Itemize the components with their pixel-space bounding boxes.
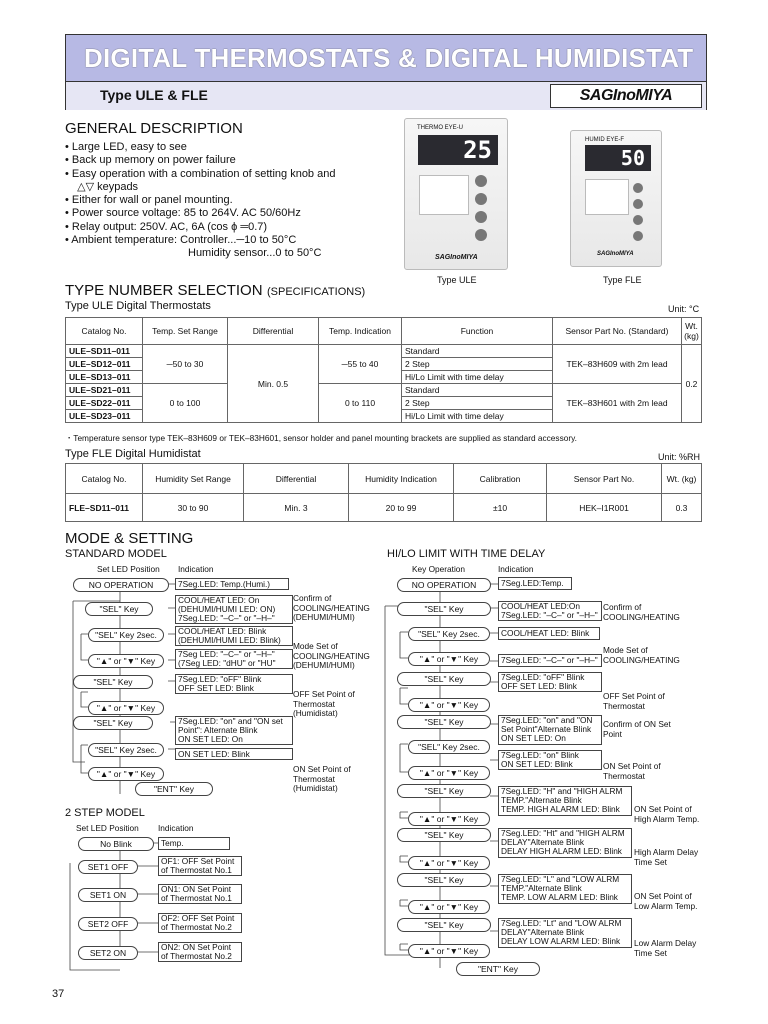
header-cell: Sensor Part No. (Standard) xyxy=(553,318,682,345)
note-text: High Alarm Delay Time Set xyxy=(634,847,699,867)
header-cell: Catalog No. xyxy=(66,464,143,494)
col-label: Indication xyxy=(158,823,194,833)
step-sel-key: "SEL" Key xyxy=(85,602,153,616)
step-up-down-key: "▲" or "▼" Key xyxy=(88,654,164,668)
note-text: ON Set Point of Low Alarm Temp. xyxy=(634,891,698,911)
weight-cell: 0.2 xyxy=(682,345,702,423)
note-text: Mode Set of COOLING/HEATING xyxy=(603,645,680,665)
step-sel-key-2sec: "SEL" Key 2sec. xyxy=(88,628,164,642)
set-range-cell: ─50 to 30 xyxy=(143,345,228,384)
differential-cell: Min. 0.5 xyxy=(228,345,319,423)
catalog-cell: ULE–SD11–011 xyxy=(66,345,143,358)
step-sel-key: "SEL" Key xyxy=(397,672,491,686)
ule-footnote: ・Temperature sensor type TEK–83H609 or TEK–83H601, sensor holder and panel mounting brackets are supplied as standard accessory. xyxy=(65,433,577,443)
indication-box: 7Seg.LED: "Lt" and "LOW ALRM DELAY"Alternate Blink DELAY LOW ALARM LED: Blink xyxy=(498,918,632,948)
indication-cell: 0 to 110 xyxy=(319,384,402,423)
general-description-heading: GENERAL DESCRIPTION xyxy=(65,120,243,137)
step-up-down-key: "▲" or "▼" Key xyxy=(408,856,490,870)
note-text: Confirm of COOLING/HEATING (DEHUMI/HUMI) xyxy=(293,593,370,622)
note-text: ON Set Point of Thermostat xyxy=(603,761,661,781)
note-text: Low Alarm Delay Time Set xyxy=(634,938,697,958)
step-sel-key: "SEL" Key xyxy=(73,675,153,689)
col-label: Set LED Position xyxy=(76,823,139,833)
indication-box: 7Seg LED: "–C–" or "–H–" (7Seg LED: "dHU" or "HU" xyxy=(175,649,293,669)
header-cell: Function xyxy=(402,318,553,345)
caption-ule: Type ULE xyxy=(437,275,477,285)
feature-item: • Ambient temperature: Controller...─10 to 50°C xyxy=(65,234,297,247)
step-up-down-key: "▲" or "▼" Key xyxy=(408,812,490,826)
step-sel-key: "SEL" Key xyxy=(397,918,491,932)
header-cell: Calibration xyxy=(454,464,547,494)
catalog-cell: ULE–SD22–011 xyxy=(66,397,143,410)
indication-box: 7Seg.LED: "on" and "ON set Point": Alternate Blink ON SET LED: On xyxy=(175,716,293,745)
step-no-operation: NO OPERATION xyxy=(397,578,491,592)
indication-box: OF2: OFF Set Point of Thermostat No.2 xyxy=(158,913,242,933)
device-logo: SAGInoMIYA xyxy=(435,254,478,261)
function-cell: Standard xyxy=(402,384,553,397)
feature-item: △▽ keypads xyxy=(71,180,139,193)
step-set2-off: SET2 OFF xyxy=(78,917,138,931)
header-cell: Catalog No. xyxy=(66,318,143,345)
led-display: 25 xyxy=(418,135,498,165)
catalog-cell: FLE–SD11–011 xyxy=(66,494,143,522)
step-sel-key: "SEL" Key xyxy=(73,716,153,730)
indication-cell: ─55 to 40 xyxy=(319,345,402,384)
catalog-cell: ULE–SD13–011 xyxy=(66,371,143,384)
step-set1-on: SET1 ON xyxy=(78,888,138,902)
indication-box: COOL/HEAT LED: On (DEHUMI/HUMI LED: ON) 7Seg.LED: "–C–" or "–H–" xyxy=(175,595,293,624)
brand-label: HUMID EYE-F xyxy=(585,137,624,143)
step-up-down-key: "▲" or "▼" Key xyxy=(408,944,490,958)
table-cell: 0.3 xyxy=(662,494,702,522)
function-cell: Hi/Lo Limit with time delay xyxy=(402,371,553,384)
standard-model-title: STANDARD MODEL xyxy=(65,548,167,560)
set-range-cell: 0 to 100 xyxy=(143,384,228,423)
step-sel-key-2sec: "SEL" Key 2sec. xyxy=(88,743,164,757)
table-cell: 20 to 99 xyxy=(349,494,454,522)
note-text: OFF Set Point of Thermostat (Humidistat) xyxy=(293,689,355,718)
note-text: OFF Set Point of Thermostat xyxy=(603,691,665,711)
table-cell: ±10 xyxy=(454,494,547,522)
saginomiya-logo: SAGInoMIYA xyxy=(550,84,702,108)
ule-unit: Unit: °C xyxy=(668,304,700,314)
indication-box: 7Seg.LED: "–C–" or "–H–" xyxy=(498,654,602,667)
sensor-cell: TEK–83H601 with 2m lead xyxy=(553,384,682,423)
feature-item: • Large LED, easy to see xyxy=(65,141,187,153)
hilo-title: HI/LO LIMIT WITH TIME DELAY xyxy=(387,548,546,560)
step-sel-key: "SEL" Key xyxy=(397,715,491,729)
function-cell: Hi/Lo Limit with time delay xyxy=(402,410,553,423)
sensor-cell: TEK–83H609 with 2m lead xyxy=(553,345,682,384)
indication-box: ON1: ON Set Point of Thermostat No.1 xyxy=(158,884,242,904)
col-label: Indication xyxy=(178,564,214,574)
indication-box: 7Seg.LED: "Ht" and "HIGH ALRM DELAY"Alternate Blink DELAY HIGH ALARM LED: Blink xyxy=(498,828,632,858)
mode-setting-heading: MODE & SETTING xyxy=(65,530,194,547)
caption-fle: Type FLE xyxy=(603,275,642,285)
ule-subheading: Type ULE Digital Thermostats xyxy=(65,300,211,312)
step-up-down-key: "▲" or "▼" Key xyxy=(88,701,164,715)
header-cell: Temp. Indication xyxy=(319,318,402,345)
catalog-cell: ULE–SD23–011 xyxy=(66,410,143,423)
feature-item: • Power source voltage: 85 to 264V. AC 50/60Hz xyxy=(65,207,301,220)
note-text: Mode Set of COOLING/HEATING (DEHUMI/HUMI) xyxy=(293,641,370,670)
indication-box: 7Seg.LED: "oFF" Blink OFF SET LED: Blink xyxy=(175,674,293,694)
function-cell: 2 Step xyxy=(402,397,553,410)
led-display: 50 xyxy=(585,145,651,171)
step-sel-key: "SEL" Key xyxy=(397,828,491,842)
indication-box: 7Seg.LED: "H" and "HIGH ALRM TEMP."Alternate Blink TEMP. HIGH ALARM LED: Blink xyxy=(498,786,632,816)
fle-unit: Unit: %RH xyxy=(658,452,701,462)
indication-box: 7Seg.LED: "on" and "ON Set Point"Alternate Blink ON SET LED: On xyxy=(498,715,602,745)
col-label: Key Operation xyxy=(412,564,466,574)
indication-box: COOL/HEAT LED: Blink xyxy=(498,627,600,640)
step-no-blink: No Blink xyxy=(78,837,154,851)
step-ent-key: "ENT" Key xyxy=(456,962,540,976)
header-cell: Differential xyxy=(244,464,349,494)
step-up-down-key: "▲" or "▼" Key xyxy=(408,766,490,780)
page-title: DIGITAL THERMOSTATS & DIGITAL HUMIDISTAT xyxy=(84,43,694,73)
indication-box: COOL/HEAT LED:On 7Seg.LED: "–C–" or "–H–" xyxy=(498,601,602,621)
type-selection-subtitle: (SPECIFICATIONS) xyxy=(267,286,366,298)
header-cell: Wt. (kg) xyxy=(682,318,702,345)
indication-box: COOL/HEAT LED: Blink (DEHUMI/HUMI LED: Blink) xyxy=(175,626,293,646)
step-sel-key-2sec: "SEL" Key 2sec. xyxy=(408,627,490,641)
type-selection-title: TYPE NUMBER SELECTION xyxy=(65,282,263,299)
step-ent-key: "ENT" Key xyxy=(135,782,213,796)
feature-item: Humidity sensor...0 to 50°C xyxy=(188,247,322,260)
page-number: 37 xyxy=(52,988,65,1000)
feature-item: • Back up memory on power failure xyxy=(65,154,236,167)
device-logo: SAGInoMIYA xyxy=(597,251,634,257)
col-label: Indication xyxy=(498,564,534,574)
fle-subheading: Type FLE Digital Humidistat xyxy=(65,448,201,460)
two-step-title: 2 STEP MODEL xyxy=(65,807,145,819)
step-sel-key: "SEL" Key xyxy=(397,873,491,887)
catalog-cell: ULE–SD12–011 xyxy=(66,358,143,371)
indication-box: ON SET LED: Blink xyxy=(175,748,293,760)
indication-box: ON2: ON Set Point of Thermostat No.2 xyxy=(158,942,242,962)
indication-box: OF1: OFF Set Point of Thermostat No.1 xyxy=(158,856,242,876)
header-cell: Differential xyxy=(228,318,319,345)
brand-label: THERMO EYE-U xyxy=(417,125,464,131)
step-up-down-key: "▲" or "▼" Key xyxy=(408,698,490,712)
table-cell: HEK–I1R001 xyxy=(547,494,662,522)
header-cell: Wt. (kg) xyxy=(662,464,702,494)
note-text: ON Set Point of High Alarm Temp. xyxy=(634,804,700,824)
header-cell: Humidity Set Range xyxy=(143,464,244,494)
step-up-down-key: "▲" or "▼" Key xyxy=(408,900,490,914)
indication-box: 7Seg.LED: Temp.(Humi.) xyxy=(175,578,289,590)
feature-item: • Easy operation with a combination of setting knob and xyxy=(65,167,336,180)
step-set2-on: SET2 ON xyxy=(78,946,138,960)
header-cell: Temp. Set Range xyxy=(143,318,228,345)
note-text: ON Set Point of Thermostat (Humidistat) xyxy=(293,764,351,793)
step-up-down-key: "▲" or "▼" Key xyxy=(88,767,164,781)
step-up-down-key: "▲" or "▼" Key xyxy=(408,652,490,666)
indication-box: 7Seg.LED: "L" and "LOW ALRM TEMP."Alternate Blink TEMP. LOW ALARM LED: Blink xyxy=(498,874,632,904)
step-no-operation: NO OPERATION xyxy=(73,578,169,592)
indication-box: Temp. xyxy=(158,837,230,850)
table-cell: 30 to 90 xyxy=(143,494,244,522)
function-cell: 2 Step xyxy=(402,358,553,371)
header-cell: Sensor Part No. xyxy=(547,464,662,494)
step-sel-key: "SEL" Key xyxy=(397,602,491,616)
step-set1-off: SET1 OFF xyxy=(78,860,138,874)
note-text: Confirm of ON Set Point xyxy=(603,719,671,739)
feature-item: • Either for wall or panel mounting. xyxy=(65,194,233,207)
type-label: Type ULE & FLE xyxy=(100,87,208,103)
col-label: Set LED Position xyxy=(97,564,160,574)
catalog-cell: ULE–SD21–011 xyxy=(66,384,143,397)
step-sel-key-2sec: "SEL" Key 2sec. xyxy=(408,740,490,754)
indication-box: 7Seg.LED:Temp. xyxy=(498,577,572,590)
header-cell: Humidity Indication xyxy=(349,464,454,494)
note-text: Confirm of COOLING/HEATING xyxy=(603,602,680,622)
indication-box: 7Seg.LED: "oFF" Blink OFF SET LED: Blink xyxy=(498,672,602,692)
feature-item: • Relay output: 250V. AC, 6A (cos ϕ ═0.7) xyxy=(65,220,268,233)
step-sel-key: "SEL" Key xyxy=(397,784,491,798)
function-cell: Standard xyxy=(402,345,553,358)
indication-box: 7Seg.LED: "on" Blink ON SET LED: Blink xyxy=(498,750,602,770)
table-cell: Min. 3 xyxy=(244,494,349,522)
